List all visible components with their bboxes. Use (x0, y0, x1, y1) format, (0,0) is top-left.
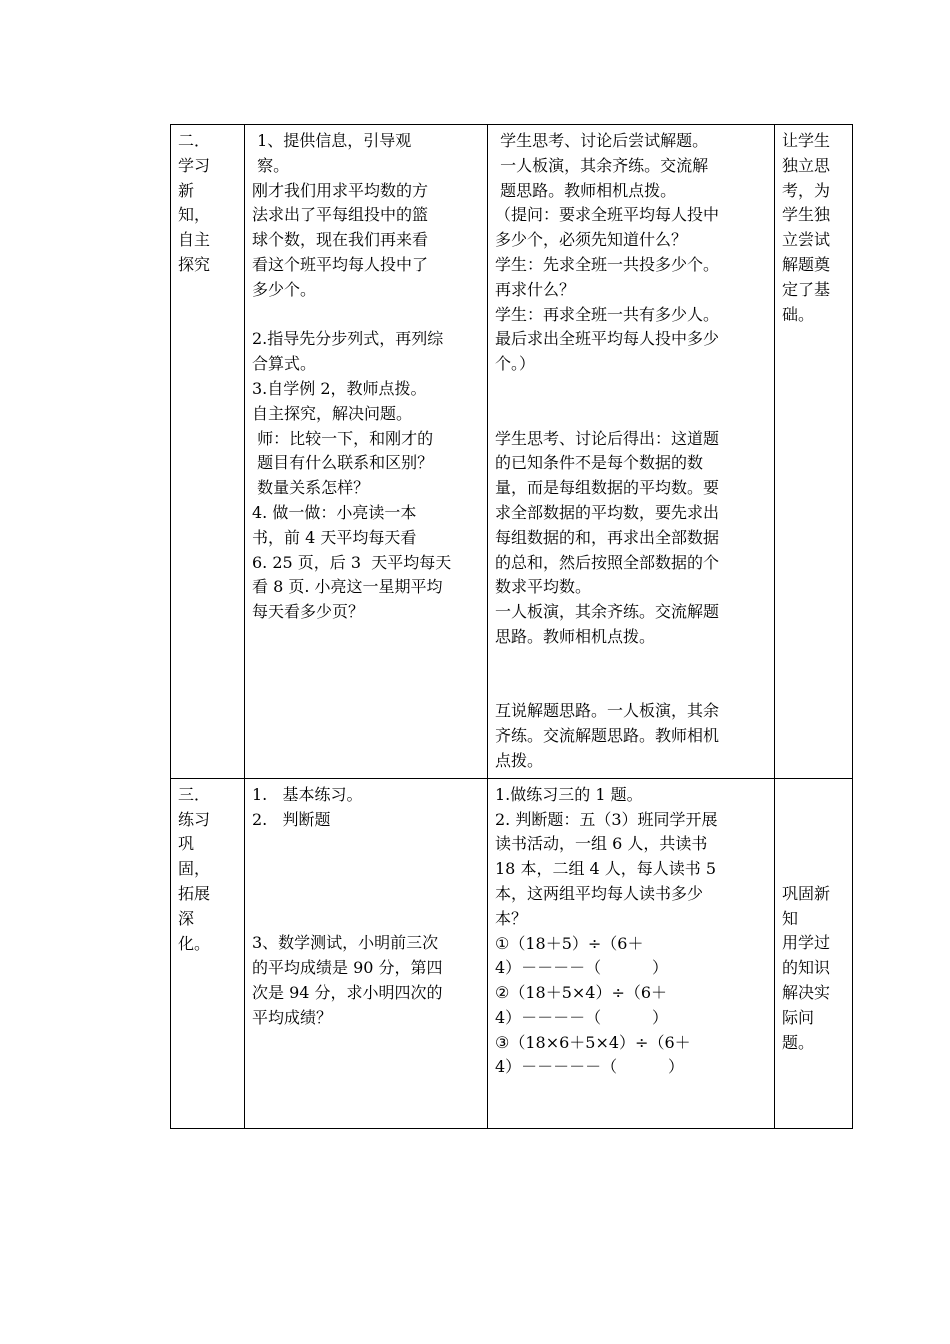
teacher-line: 法求出了平每组投中的篮 (252, 205, 429, 225)
stage-line: 自主 (178, 230, 211, 250)
student-line: 求全部数据的平均数，要先求出 (495, 502, 720, 522)
stage-line: 深 (178, 908, 195, 928)
lesson-plan-table (170, 124, 853, 1129)
teacher-line: 3.自学例 2，教师点拨。 (252, 378, 427, 398)
student-line: 4）－－－－（ ） (495, 958, 669, 978)
teacher-line: 每天看多少页？ (252, 602, 365, 622)
teacher-line: 题目有什么联系和区别？ (252, 453, 434, 473)
intent-line: 让学生 (782, 131, 831, 150)
stage-line: 三． (178, 784, 211, 804)
student-line: 学生思考、讨论后尝试解题。 (495, 131, 709, 150)
teacher-line: 看 8 页. 小亮这一星期平均 (252, 577, 443, 597)
teacher-activity-cell (245, 778, 488, 1128)
teacher-line: 察。 (252, 155, 290, 175)
section-row (171, 778, 853, 1128)
student-line: ①（18＋5）÷（6＋ (495, 933, 644, 953)
student-line: 18 本，二组 4 人，每人读书 5 (495, 859, 717, 879)
teacher-line: 合算式。 (252, 354, 317, 374)
stage-line: 探究 (178, 254, 211, 274)
intent-line: 知 (782, 908, 799, 928)
stage-line: 巩 (178, 834, 195, 854)
student-line: 题思路。教师相机点拨。 (495, 180, 677, 200)
teacher-line: 球个数，现在我们再来看 (252, 230, 429, 250)
teacher-line: 自主探究，解决问题。 (252, 403, 413, 423)
teacher-line: 多少个。 (252, 279, 317, 299)
student-line: 学生思考、讨论后得出：这道题 (495, 428, 720, 448)
stage-line: 练习 (178, 809, 211, 829)
design-intent-cell (775, 778, 853, 1128)
teacher-line: 3、数学测试，小明前三次 (252, 933, 439, 953)
teacher-line: 4. 做一做：小亮读一本 (252, 502, 417, 522)
teacher-line: 师：比较一下，和刚才的 (252, 428, 434, 448)
student-line: 读书活动，一组 6 人，共读书 (495, 834, 708, 854)
intent-line: 础。 (782, 304, 815, 324)
teacher-line: 2.指导先分步列式，再列综 (252, 329, 444, 349)
spacer (252, 832, 480, 931)
intent-line: 定了基 (782, 279, 831, 299)
spacer (252, 303, 480, 328)
student-line: 学生：再求全班一共有多少人。 (495, 304, 720, 324)
section-row (171, 125, 853, 779)
intent-line: 的知识 (782, 958, 831, 978)
spacer (495, 650, 767, 700)
student-line: 4）－－－－－（ ） (495, 1057, 685, 1077)
student-line: 每组数据的和，再求出全部数据 (495, 527, 720, 547)
design-intent-cell (775, 125, 853, 779)
student-line: 一人板演，其余齐练。交流解 (495, 155, 709, 175)
stage-line: 新 (178, 180, 195, 200)
student-line: 本？ (495, 908, 528, 928)
teacher-line: 数量关系怎样？ (252, 478, 370, 498)
student-line: 的已知条件不是每个数据的数 (495, 453, 704, 473)
teacher-activity-cell (245, 125, 488, 779)
teacher-line: 2. 判断题 (252, 809, 331, 829)
teacher-line: 刚才我们用求平均数的方 (252, 180, 429, 200)
student-line: 的总和，然后按照全部数据的个 (495, 552, 720, 572)
student-line: 量，而是每组数据的平均数。要 (495, 478, 720, 498)
student-line: 学生：先求全班一共投多少个。 (495, 254, 720, 274)
student-line: 齐练。交流解题思路。教师相机 (495, 726, 720, 746)
student-line: 一人板演，其余齐练。交流解题 (495, 602, 720, 622)
intent-line: 用学过 (782, 933, 831, 953)
student-line: 互说解题思路。一人板演，其余 (495, 701, 720, 721)
teacher-line: 平均成绩？ (252, 1007, 333, 1027)
student-line: 本，这两组平均每人读书多少 (495, 883, 704, 903)
student-line: 4）－－－－（ ） (495, 1007, 669, 1027)
student-line: 多少个，必须先知道什么？ (495, 230, 688, 250)
teacher-line: 1、提供信息，引导观 (252, 131, 412, 150)
teacher-line: 6. 25 页，后 3 天平均每天 (252, 552, 452, 572)
teacher-line: 书，前 4 天平均每天看 (252, 527, 417, 547)
intent-line: 际问 (782, 1007, 815, 1027)
student-line: ②（18＋5×4）÷（6＋ (495, 983, 668, 1003)
spacer (495, 377, 767, 427)
student-line: 点拨。 (495, 750, 544, 770)
student-activity-cell (488, 125, 775, 779)
teacher-line: 1. 基本练习。 (252, 784, 363, 804)
stage-line: 学习 (178, 155, 211, 175)
student-line: 数求平均数。 (495, 577, 592, 597)
student-line: ③（18×6＋5×4）÷（6＋ (495, 1032, 691, 1052)
student-line: 1.做练习三的 1 题。 (495, 784, 643, 804)
stage-line: 固， (178, 859, 211, 879)
intent-line: 立尝试 (782, 230, 831, 250)
stage-line: 拓展 (178, 883, 211, 903)
student-line: 思路。教师相机点拨。 (495, 626, 656, 646)
intent-line: 学生独 (782, 205, 831, 225)
student-line: （提问：要求全班平均每人投中 (495, 205, 720, 225)
student-line: 最后求出全班平均每人投中多少 (495, 329, 720, 349)
stage-cell (171, 778, 245, 1128)
intent-line: 独立思 (782, 155, 831, 175)
student-activity-cell (488, 778, 775, 1128)
stage-line: 化。 (178, 933, 211, 953)
student-line: 再求什么？ (495, 279, 576, 299)
teacher-line: 次是 94 分，求小明四次的 (252, 982, 443, 1002)
stage-line: 知， (178, 205, 211, 225)
intent-line: 考，为 (782, 180, 831, 200)
student-line: 2. 判断题：五（3）班同学开展 (495, 809, 718, 829)
teacher-line: 看这个班平均每人投中了 (252, 254, 429, 274)
stage-cell (171, 125, 245, 779)
spacer (782, 783, 845, 882)
intent-line: 题。 (782, 1032, 815, 1052)
intent-line: 解决实 (782, 982, 831, 1002)
stage-line: 二． (178, 131, 211, 150)
teacher-line: 的平均成绩是 90 分，第四 (252, 958, 443, 978)
intent-line: 巩固新 (782, 883, 831, 903)
student-line: 个。） (495, 354, 536, 374)
intent-line: 解题奠 (782, 254, 831, 274)
